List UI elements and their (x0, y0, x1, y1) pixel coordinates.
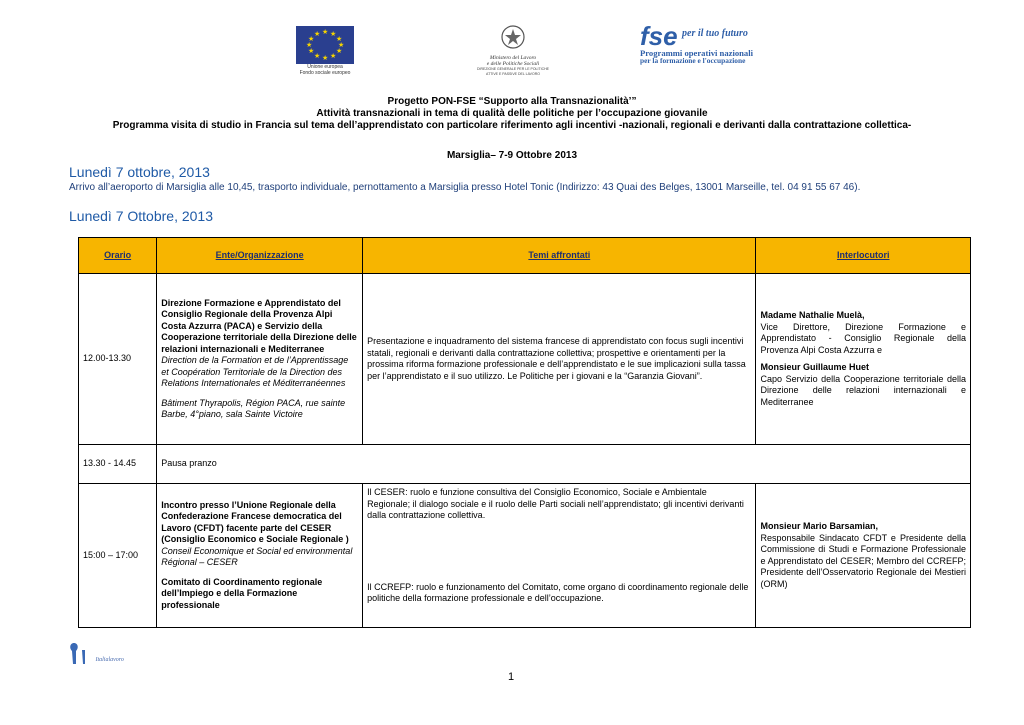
ministry-caption-2: e delle Politiche Sociali (486, 61, 540, 67)
col-header-temi: Temi affrontati (363, 238, 756, 274)
table-row (79, 484, 971, 628)
interlocutori-cell (756, 274, 971, 445)
table-row (79, 274, 971, 445)
italialavoro-logo (67, 640, 124, 666)
break-cell: Pausa pranzo (157, 445, 971, 484)
page-number: 1 (508, 671, 515, 683)
col-header-orario: Orario (79, 238, 157, 274)
day2-heading: Lunedì 7 Ottobre, 2013 (69, 208, 213, 224)
fse-tagline: per il tuo futuro (682, 28, 748, 39)
person-name: Madame Nathalie Muelà, (760, 310, 865, 320)
italian-emblem-icon (500, 24, 526, 50)
day1-heading: Lunedì 7 ottobre, 2013 (69, 164, 210, 180)
activity-title: Attività transnazionali in tema di qualità delle politiche per l’occupazione giovanile (316, 108, 708, 119)
ente-name: Direzione Formazione e Apprendistato del Consiglio Regionale della Provenza Alpi Costa Azzurra (PACA) e Servizio della Cooperazione territoriale della Direzione delle relazioni internazionali e Mediterranee (161, 297, 357, 354)
person-name: Monsieur Mario Barsamian, (760, 521, 879, 531)
table-row (79, 445, 971, 484)
ministry-caption: Ministero del Lavoro (489, 55, 537, 61)
person-role: Vice Direttore, Direzione Formazione e Apprendistato - Consiglio Regionale della Provenza Alpi Costa Azzurra e (760, 321, 966, 355)
ente-place: Bâtiment Thyrapolis, Région PACA, rue sainte Barbe, 4°piano, sala Sainte Victoire (161, 397, 346, 419)
time-cell: 15:00 – 17:00 (79, 484, 157, 628)
ente-cell (157, 484, 363, 628)
eu-caption-fund: Fondo sociale europeo (299, 70, 351, 76)
footer-brand: Italialavoro (95, 657, 124, 663)
time-cell: 12.00-13.30 (79, 274, 157, 445)
ente-committee: Comitato di Coordinamento regionale dell’Impiego e della Formazione professionale (161, 576, 323, 610)
temi-cell: Presentazione e inquadramento del sistema francese di apprendistato con focus sugli incentivi statali, regionali e derivanti dalla contrattazione collettiva; prospettive e orientamenti per la prossima riforma formazione professionale e dell’apprendistato e le sue implicazioni sulla tassa per l’apprendistato e il suo utilizzo. Le Politiche per i giovani e la “Garanzia Giovani”. (363, 274, 756, 445)
table-header-row (79, 238, 971, 274)
italialavoro-icon (67, 640, 91, 666)
arrival-info: Arrivo all’aeroporto di Marsiglia alle 10,45, trasporto individuale, pernottamento a Marsiglia presso Hotel Tonic (Indirizzo: 43 Quai des Belges, 13001 Marseille, tel. 04 91 55 67 46). (69, 182, 861, 193)
fse-logo (640, 23, 758, 65)
project-title: Progetto PON-FSE “Supporto alla Transnazionalità’” (387, 96, 637, 107)
fse-program-line-2: per la formazione e l'occupazione (640, 56, 746, 65)
ente-name-fr: Direction de la Formation et de l’Apprentissage et Coopération Territoriale de la Direction des Relations Internationales et Méditerranéennes (161, 355, 349, 388)
ministry-logo (476, 24, 550, 76)
temi-ccrefp: Il CCREFP: ruolo e funzionamento del Comitato, come organo di coordinamento regionale delle politiche della formazione professionale e dell’occupazione. (367, 581, 749, 603)
eu-flag-icon: ★ ★ ★ ★ ★ ★ ★ ★ ★ ★ ★ ★ (296, 26, 354, 64)
ente-name-fr: Conseil Economique et Social ed environmental Régional – CESER (161, 545, 353, 568)
col-header-ente: Ente/Organizzazione (157, 238, 363, 274)
person-name: Monsieur Guillaume Huet (760, 362, 869, 372)
eu-caption: Unione europea (307, 64, 343, 70)
ministry-directorate-2: ATTIVE E PASSIVE DEL LAVORO (486, 71, 540, 76)
person-role: Capo Servizio della Cooperazione territoriale della Direzione delle relazioni internazionali e Mediterranee (760, 373, 966, 407)
temi-ceser: Il CESER: ruolo e funzione consultiva del Consiglio Economico, Sociale e Ambientale Regionale; il dialogo sociale e il ruolo delle Parti sociali nell’apprendistato; gli incentivi derivanti dalla contrattazione collettiva. (367, 487, 744, 520)
time-cell: 13.30 - 14.45 (79, 445, 157, 484)
fse-program-line: Programmi operativi nazionali (640, 48, 753, 58)
ente-cell (157, 274, 363, 445)
fse-mark: fse (640, 21, 678, 51)
eu-logo (295, 26, 355, 76)
person-role: Responsabile Sindacato CFDT e Presidente della Commissione di Studi e Formazione Professionale e Apprendistato del CESER; Membro del CCREFP; Presidente dell’Osservatorio Regionale dei Mestieri (ORM) (760, 532, 966, 589)
program-title: Programma visita di studio in Francia sul tema dell’apprendistato con particolare riferimento agli incentivi -nazionali, regionali e derivanti dalla contrattazione collettica- (112, 120, 912, 131)
visit-date: Marsiglia– 7-9 Ottobre 2013 (446, 150, 578, 161)
interlocutori-cell (756, 484, 971, 628)
ministry-directorate: DIREZIONE GENERALE PER LE POLITICHE (477, 67, 549, 71)
temi-cell (363, 484, 756, 628)
schedule-table (78, 237, 971, 628)
col-header-interlocutori: Interlocutori (756, 238, 971, 274)
ente-name: Incontro presso l’Unione Regionale della Confederazione Francese democratica del Lavoro (CFDT) facente parte del CESER (Consiglio Economico e Sociale Regionale ) (161, 499, 349, 545)
